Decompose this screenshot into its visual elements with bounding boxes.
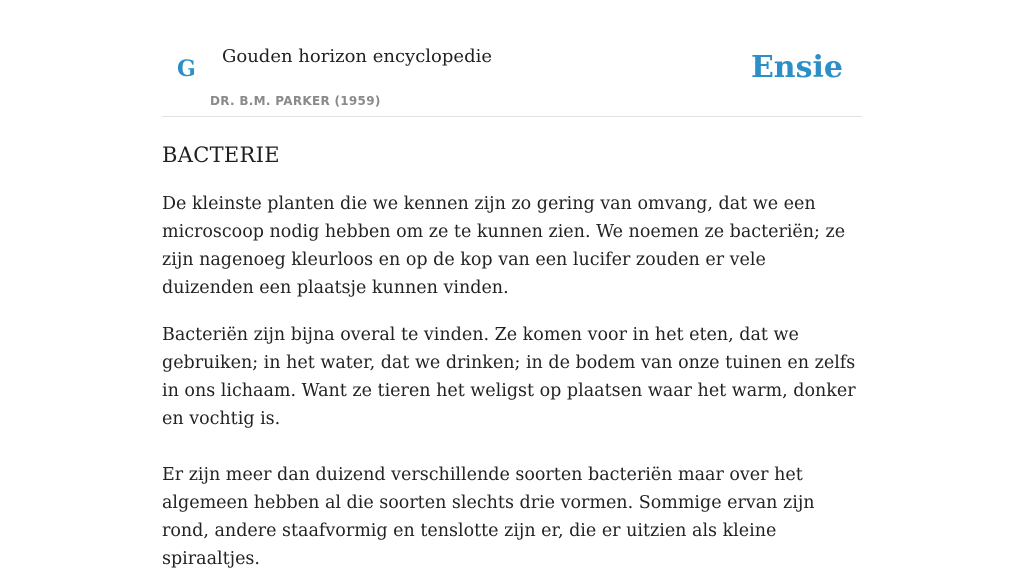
article-page: [162, 0, 862, 573]
author-label: DR. B.M. PARKER (1959): [210, 94, 381, 108]
entry-paragraph-1: De kleinste planten die we kennen zijn zo gering van omvang, dat we een microscoop nodig hebben om ze te kunnen zien. We noemen ze bacteriën; ze zijn nagenoeg kleurloos en op de kop van een lucifer zouden er vele duizenden een plaatsje kunnen vinden.: [162, 194, 846, 298]
encyclopedia-logo-icon[interactable]: G: [177, 56, 196, 82]
entry-title: BACTERIE: [162, 143, 280, 167]
ensie-logo[interactable]: Ensie: [750, 50, 843, 85]
book-title-link[interactable]: Gouden horizon encyclopedie: [222, 46, 492, 67]
entry-paragraph-3: Er zijn meer dan duizend verschillende soorten bacteriën maar over het algemeen hebben al die soorten slechts drie vormen. Sommige ervan zijn rond, andere staafvormig en tenslotte zijn er, die er uitzien als kleine spiraaltjes.: [162, 465, 815, 569]
source-header: [162, 0, 862, 117]
entry-paragraph-2: Bacteriën zijn bijna overal te vinden. Ze komen voor in het eten, dat we gebruiken; in het water, dat we drinken; in de bodem van onze tuinen en zelfs in ons lichaam. Want ze tieren het weligst op plaatsen waar het warm, donker en vochtig is.: [162, 325, 856, 429]
